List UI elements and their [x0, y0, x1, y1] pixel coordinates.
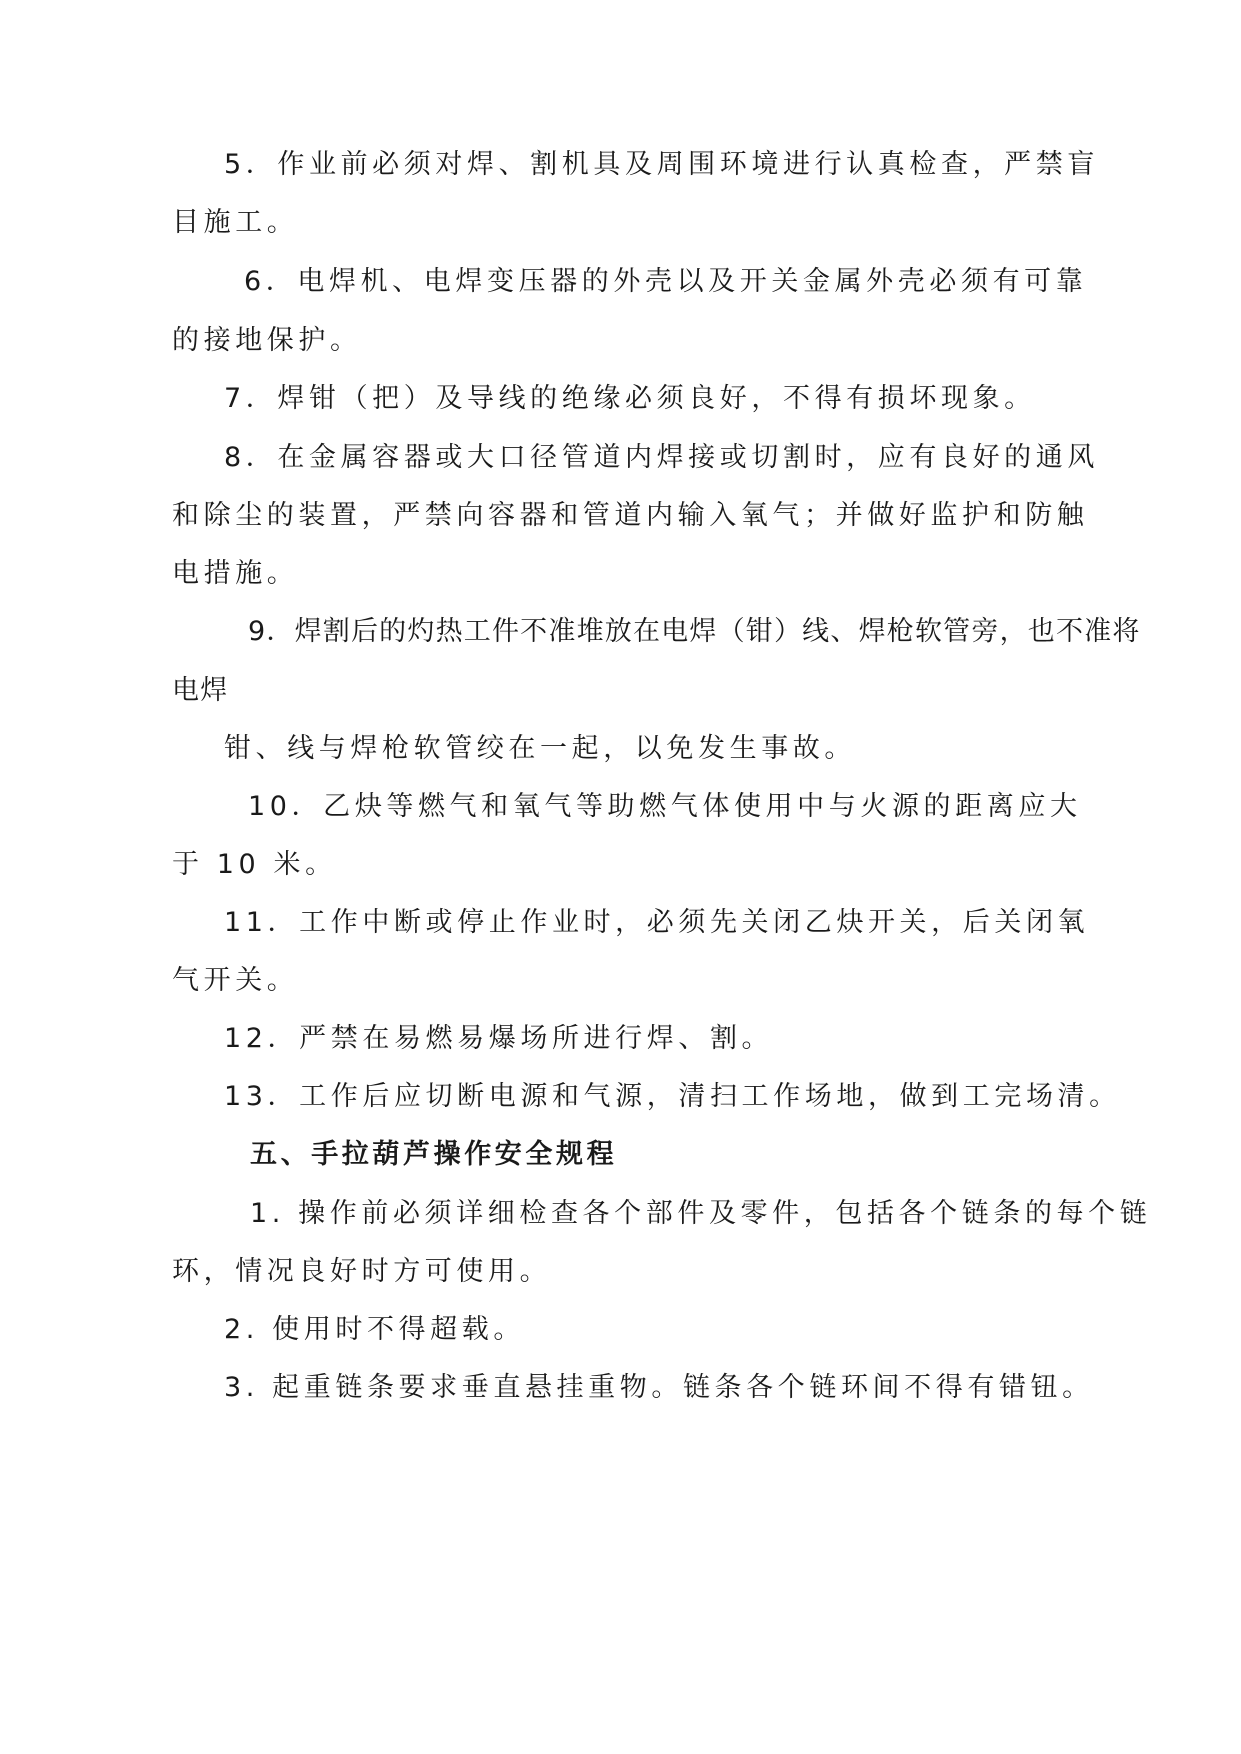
hoist-item-3: 3. 起重链条要求垂直悬挂重物。链条各个链环间不得有错钮。 [224, 1372, 1094, 1403]
welding-item-12: 12．严禁在易燃易爆场所进行焊、割。 [224, 1023, 774, 1054]
hoist-item-1-line-1: 1. 操作前必须详细检查各个部件及零件，包括各个链条的每个链 [250, 1198, 1152, 1229]
welding-item-9-line-2: 电焊 [172, 675, 229, 706]
welding-item-5-line-2: 目施工。 [172, 207, 299, 238]
welding-item-8-line-3: 电措施。 [172, 558, 299, 589]
welding-item-11-line-2: 气开关。 [172, 965, 299, 996]
welding-item-8-line-1: 8．在金属容器或大口径管道内焊接或切割时，应有良好的通风 [224, 442, 1099, 473]
welding-item-10-line-1: 10．乙炔等燃气和氧气等助燃气体使用中与火源的距离应大 [248, 791, 1082, 822]
welding-item-5-line-1: 5．作业前必须对焊、割机具及周围环境进行认真检查，严禁盲 [224, 149, 1099, 180]
welding-item-10-line-2: 于 10 米。 [172, 849, 337, 880]
welding-item-9-line-1: 9．焊割后的灼热工件不准堆放在电焊（钳）线、焊枪软管旁，也不准将 [248, 616, 1141, 647]
hoist-item-1-line-2: 环，情况良好时方可使用。 [172, 1256, 552, 1287]
welding-item-6-line-2: 的接地保护。 [172, 325, 362, 356]
welding-item-9-line-3: 钳、线与焊枪软管绞在一起，以免发生事故。 [224, 733, 856, 764]
welding-item-6-line-1: 6．电焊机、电焊变压器的外壳以及开关金属外壳必须有可靠 [244, 266, 1088, 297]
section-heading-hoist: 五、手拉葫芦操作安全规程 [250, 1139, 618, 1170]
welding-item-7: 7．焊钳（把）及导线的绝缘必须良好，不得有损坏现象。 [224, 383, 1036, 414]
welding-item-11-line-1: 11．工作中断或停止作业时，必须先关闭乙炔开关，后关闭氧 [224, 907, 1090, 938]
hoist-item-2: 2. 使用时不得超载。 [224, 1314, 525, 1345]
welding-item-13: 13．工作后应切断电源和气源，清扫工作场地，做到工完场清。 [224, 1081, 1121, 1112]
welding-item-8-line-2: 和除尘的装置，严禁向容器和管道内输入氧气；并做好监护和防触 [172, 500, 1089, 531]
